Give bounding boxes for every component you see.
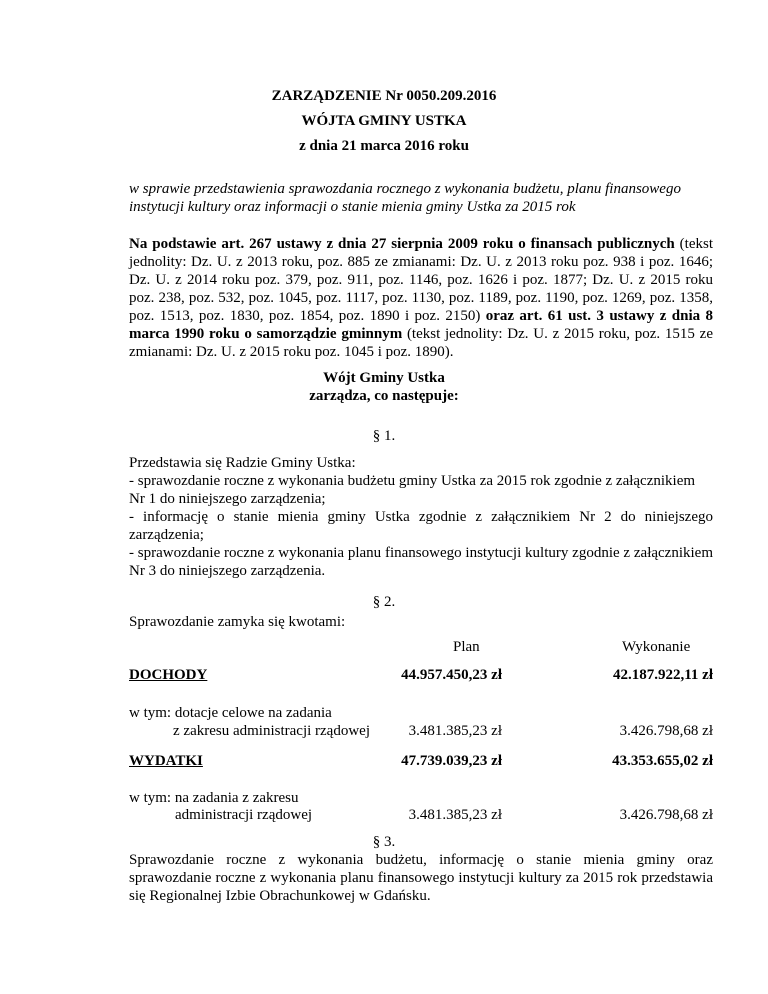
section-3-text: Sprawozdanie roczne z wykonania budżetu, informację o stanie mienia gminy oraz sprawozdanie roczne z wykonania planu finansowego instytucji kultury za 2015 rok przedstawia się Regionalnej Izbie Obrachunkowej w Gdańsku. (129, 852, 713, 904)
section-3-mark: § 3. (372, 834, 396, 850)
legal-basis-text-2: (tekst jednolity: Dz. U. z 2015 roku, poz. 1515 ze zmianami: Dz. U. z 2015 roku poz. 1045 i poz. 1890). (129, 326, 713, 360)
section-1-item-1: - sprawozdanie roczne z wykonania budżetu gminy Ustka za 2015 rok zgodnie z załącznikiem Nr 1 do niniejszego zarządzenia; (129, 473, 696, 507)
section-2-intro: Sprawozdanie zamyka się kwotami: (129, 614, 346, 630)
section-1-mark: § 1. (372, 428, 396, 444)
income-label: DOCHODY (129, 667, 208, 683)
expense-sub-plan: 3.481.385,23 zł (408, 807, 502, 823)
income-sub-plan: 3.481.385,23 zł (408, 723, 502, 739)
column-plan-header: Plan (453, 639, 480, 655)
document-subject: w sprawie przedstawienia sprawozdania rocznego z wykonania budżetu, planu finansowego instytucji kultury oraz informacji o stanie mienia gminy Ustka za 2015 rok (129, 181, 681, 215)
document-issuer: WÓJTA GMINY USTKA (301, 113, 467, 129)
decree-line-2: zarządza, co następuje: (309, 388, 459, 404)
document-date: z dnia 21 marca 2016 roku (299, 138, 469, 154)
expense-label: WYDATKI (129, 753, 203, 769)
legal-basis-bold-1: Na podstawie art. 267 ustawy z dnia 27 sierpnia 2009 roku o finansach publicznych (129, 236, 675, 252)
column-execution-header: Wykonanie (622, 639, 691, 655)
legal-basis-bold-2: oraz art. 61 ust. 3 ustawy z dnia 8 marca 1990 roku o samorządzie gminnym (129, 308, 713, 342)
expense-plan: 47.739.039,23 zł (401, 753, 502, 769)
income-plan: 44.957.450,23 zł (401, 667, 502, 683)
section-1-intro: Przedstawia się Radzie Gminy Ustka: (129, 455, 356, 471)
section-1-item-3: - sprawozdanie roczne z wykonania planu finansowego instytucji kultury zgodnie z załącznikiem Nr 3 do niniejszego zarządzenia. (129, 545, 713, 579)
income-sub-label-2: z zakresu administracji rządowej (173, 723, 370, 739)
income-execution: 42.187.922,11 zł (613, 667, 713, 683)
section-2-mark: § 2. (372, 594, 396, 610)
legal-basis (129, 235, 713, 361)
expense-sub-execution: 3.426.798,68 zł (619, 807, 713, 823)
expense-sub-label-2: administracji rządowej (175, 807, 313, 823)
income-sub-execution: 3.426.798,68 zł (619, 723, 713, 739)
decree-line-1: Wójt Gminy Ustka (323, 370, 445, 386)
legal-basis-text-1: (tekst jednolity: Dz. U. z 2013 roku, poz. 885 ze zmianami: Dz. U. z 2013 roku poz. 938 i poz. 1646; Dz. U. z 2014 roku poz. 379, poz. 911, poz. 1146, poz. 1626 i poz. 1877; Dz. U. z 2015 roku poz. 238, poz. 532, poz. 1045, poz. 1117, poz. 1130, poz. 1189, poz. 1190, poz. 1269, poz. 1358, poz. 1513, poz. 1830, poz. 1854, poz. 1890 i poz. 2150) (129, 236, 714, 324)
section-1-item-2: - informację o stanie mienia gminy Ustka zgodnie z załącznikiem Nr 2 do niniejszego zarządzenia; (129, 509, 713, 543)
expense-sub-label-1: w tym: na zadania z zakresu (129, 790, 299, 806)
expense-execution: 43.353.655,02 zł (612, 753, 713, 769)
document-title: ZARZĄDZENIE Nr 0050.209.2016 (271, 88, 497, 104)
income-sub-label-1: w tym: dotacje celowe na zadania (129, 705, 332, 721)
